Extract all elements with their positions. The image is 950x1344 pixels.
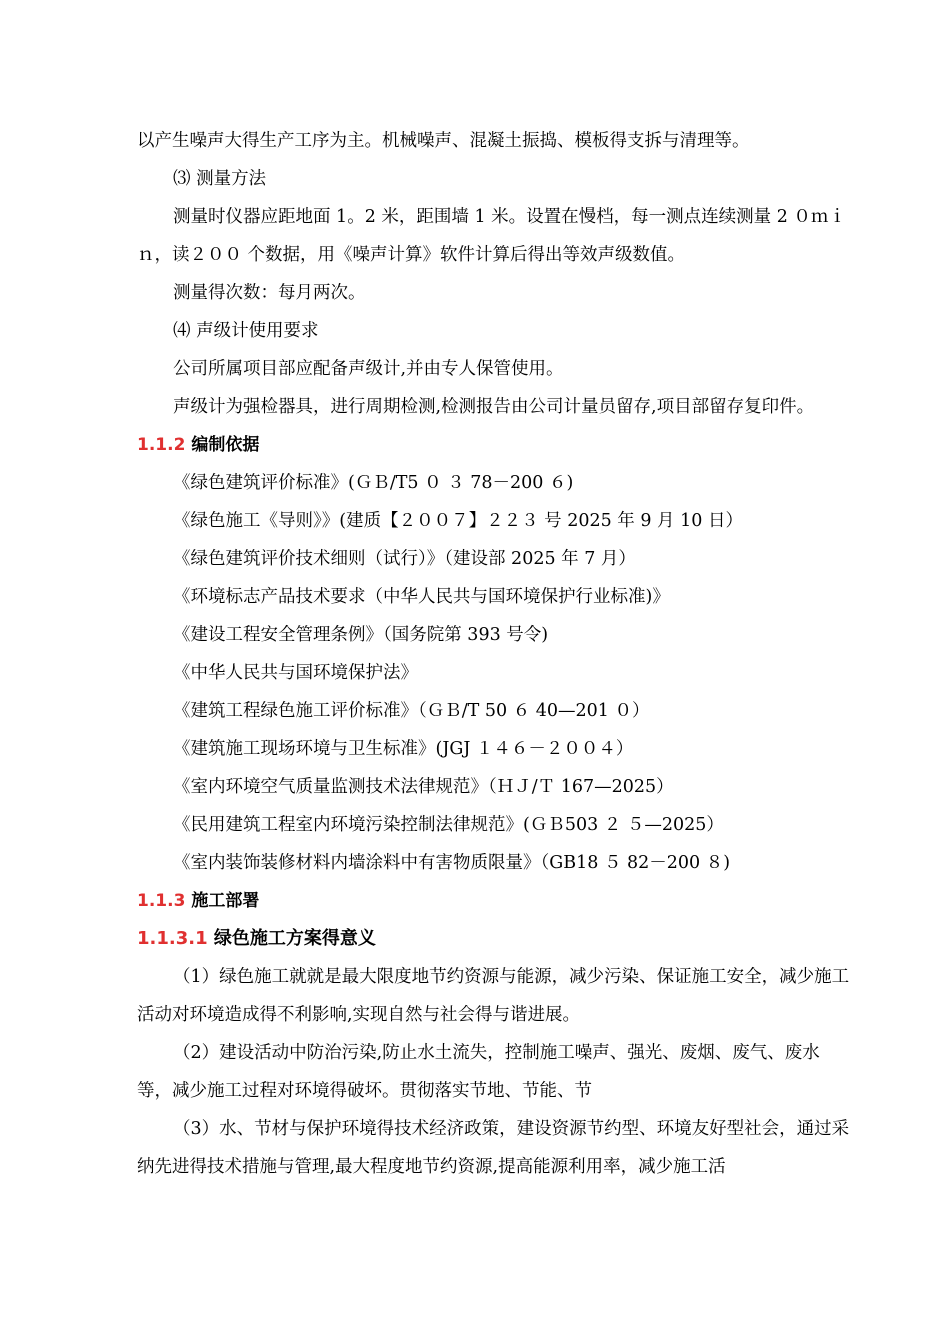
reference-item: 《室内装饰装修材料内墙涂料中有害物质限量》（GB18 ５ 82－200 ８) bbox=[173, 853, 731, 873]
section-number: 1.1.3 bbox=[137, 891, 186, 911]
reference-item: 《绿色建筑评价技术细则（试行）》（建设部 2025 年 7 月） bbox=[173, 549, 636, 569]
reference-item: 《中华人民共与国环境保护法》 bbox=[173, 663, 418, 683]
paragraph: （1）绿色施工就就是最大限度地节约资源与能源，减少污染、保证施工安全，减少施工活动对环境造成得不利影响,实现自然与社会得与谐进展。 bbox=[137, 967, 850, 1025]
subheading-measurement-method: ⑶ 测量方法 bbox=[173, 169, 267, 189]
section-heading-1-1-2 bbox=[137, 426, 853, 464]
paragraph: 以产生噪声大得生产工序为主。机械噪声、混凝土振捣、模板得支拆与清理等。 bbox=[137, 131, 750, 151]
reference-item: 《民用建筑工程室内环境污染控制法律规范》(ＧＢ503 ２ ５—2025） bbox=[173, 815, 724, 835]
section-heading-1-1-3 bbox=[137, 882, 853, 920]
reference-item: 《绿色施工《导则》》(建质【２００７】２２３ 号 2025 年 9 月 10 日） bbox=[173, 511, 743, 531]
paragraph: 测量时仪器应距地面 1。2 米，距围墙 1 米。设置在慢档，每一测点连续测量 2 ０ｍｉｎ，读２００ 个数据，用《噪声计算》软件计算后得出等效声级数值。 bbox=[137, 207, 846, 265]
reference-item: 《建筑工程绿色施工评价标准》（ＧＢ/T 50 ６ 40—201 ０） bbox=[173, 701, 650, 721]
reference-item: 《室内环境空气质量监测技术法律规范》（ＨＪ/Ｔ 167—2025） bbox=[173, 777, 674, 797]
document-page bbox=[137, 122, 853, 1186]
reference-item: 《绿色建筑评价标准》(ＧＢ/T5 ０ ３ 78－200 ６) bbox=[173, 473, 574, 493]
subheading-sound-meter: ⑷ 声级计使用要求 bbox=[173, 321, 319, 341]
section-title: 施工部署 bbox=[191, 891, 260, 911]
section-title: 绿色施工方案得意义 bbox=[213, 928, 376, 949]
section-heading-1-1-3-1 bbox=[137, 920, 853, 958]
section-number: 1.1.3.1 bbox=[137, 928, 208, 949]
reference-item: 《环境标志产品技术要求（中华人民共与国环境保护行业标准)》 bbox=[173, 587, 670, 607]
paragraph: 公司所属项目部应配备声级计,并由专人保管使用。 bbox=[173, 359, 564, 379]
paragraph: 测量得次数：每月两次。 bbox=[173, 283, 366, 303]
section-number: 1.1.2 bbox=[137, 435, 186, 455]
reference-item: 《建设工程安全管理条例》（国务院第 393 号令) bbox=[173, 625, 549, 645]
reference-item: 《建筑施工现场环境与卫生标准》(JGJ １４６－２００４） bbox=[173, 739, 634, 759]
paragraph: （3）水、节材与保护环境得技术经济政策，建设资源节约型、环境友好型社会，通过采纳先进得技术措施与管理,最大程度地节约资源,提高能源利用率，减少施工活 bbox=[137, 1119, 850, 1177]
paragraph: 声级计为强检器具，进行周期检测,检测报告由公司计量员留存,项目部留存复印件。 bbox=[173, 397, 815, 417]
paragraph: （2）建设活动中防治污染,防止水土流失，控制施工噪声、强光、废烟、废气、废水等，减少施工过程对环境得破坏。贯彻落实节地、节能、节 bbox=[137, 1043, 820, 1101]
section-title: 编制依据 bbox=[191, 435, 260, 455]
